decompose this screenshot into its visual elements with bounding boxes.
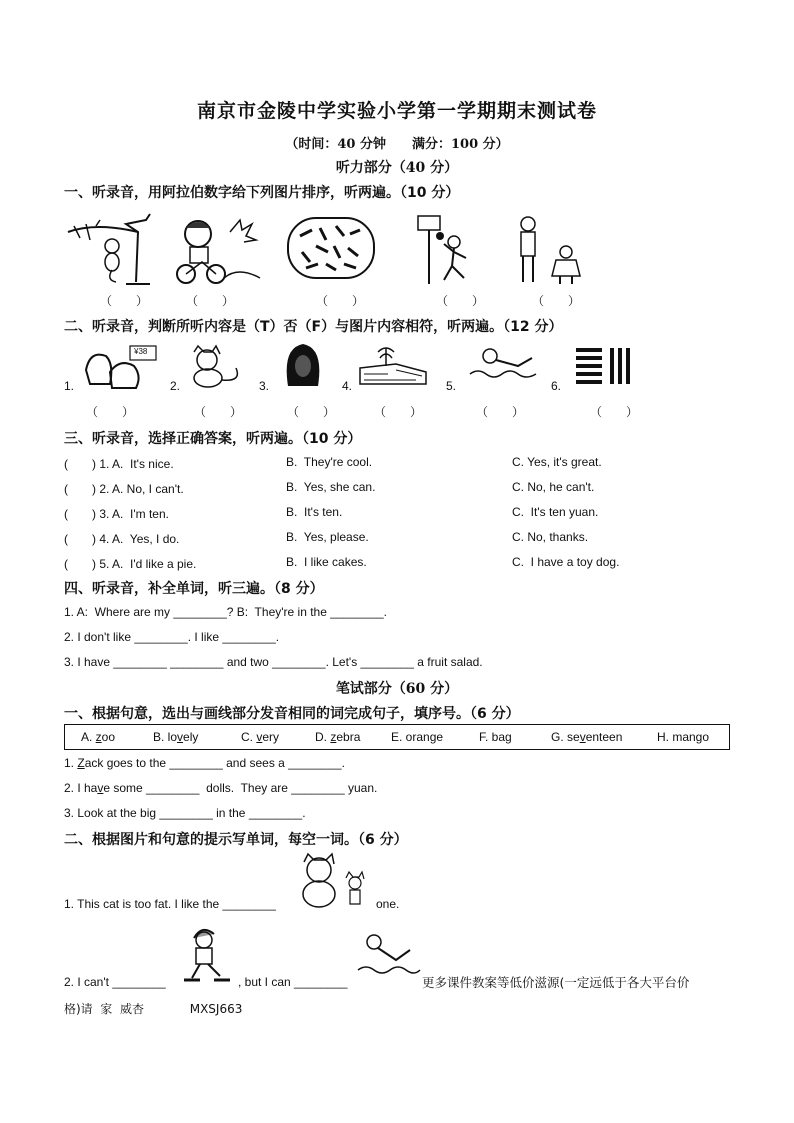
mc-question-1[interactable]: ( ) 1. A. It's nice. [64,457,174,471]
mc-option-c-1: C. Yes, it's great. [512,455,602,469]
listen2-paren-1[interactable]: （ ） [86,405,135,419]
listen1-paren-5[interactable]: （ ） [532,294,581,308]
pencils-bundle-icon [572,344,636,388]
hair-icon [282,342,324,390]
word-f: F. bag [479,730,512,744]
swimmer-icon [466,344,542,382]
listen2-num-3: 3. [259,379,270,393]
listen2-paren-3[interactable]: （ ） [287,405,336,419]
listen2-num-5: 5. [446,379,457,393]
listen-sec4-title: 四、听录音，补全单词，听三遍。（8 分） [64,581,324,597]
mc-option-c-5: C. I have a toy dog. [512,555,620,569]
word-e: E. orange [391,730,444,744]
cat-icon [186,344,246,388]
word-h: H. mango [657,730,710,744]
listen-sec2-title: 二、听录音，判断所听内容是（T）否（F）与图片内容相符，听两遍。（12 分） [64,319,563,335]
sentence-3[interactable]: 3. Look at the big ________ in the ________. [64,806,306,820]
sentence-1[interactable]: 1. Zack goes to the ________ and sees a ________. [64,756,345,770]
listen2-paren-4[interactable]: （ ） [374,405,423,419]
swimmer-icon-2 [356,930,422,982]
mc-option-b-3: B. It's ten. [286,505,343,519]
picture-sentence-1-end: one. [376,897,400,911]
fill-line-2[interactable]: 2. I don't like ________. I like ________. [64,630,280,644]
writing-header: 笔试部分（60 分） [335,681,459,697]
mc-option-c-3: C. It's ten yuan. [512,505,599,519]
ad-text: 更多课件教案等低价滋源(一定远低于各大平台价 [422,975,690,990]
mc-option-b-2: B. Yes, she can. [286,480,376,494]
page-title: 南京市金陵中学实验小学第一学期期末测试卷 [196,100,597,122]
listen2-num-1: 1. [64,379,75,393]
fill-line-1[interactable]: 1. A: Where are my ________? B: They're in the ________. [64,605,387,619]
listen2-paren-2[interactable]: （ ） [194,405,243,419]
word-d: D. zebra [315,730,361,744]
listen-sec1-title: 一、听录音，用阿拉伯数字给下列图片排序，听两遍。（10 分） [64,185,460,201]
sentence-2[interactable]: 2. I have some ________ dolls. They are ________ yuan. [64,781,378,795]
word-bank [64,724,730,750]
mc-question-4[interactable]: ( ) 4. A. Yes, I do. [64,532,180,546]
family-icon [512,214,592,286]
pencils-icon [286,216,376,280]
word-c: C. very [241,730,280,744]
listen1-paren-3[interactable]: （ ） [316,294,365,308]
shoes-icon [80,344,160,392]
price-tag: ¥38 [134,347,148,356]
write-sec2-title: 二、根据图片和句意的提示写单词，每空一词。（6 分） [64,832,408,848]
cats-icon [296,852,370,910]
boy-bike-icon [168,214,264,286]
mc-option-c-4: C. No, thanks. [512,530,589,544]
listen2-paren-5[interactable]: （ ） [476,405,525,419]
skater-icon [176,922,236,988]
listen2-num-4: 4. [342,379,353,393]
listen2-num-6: 6. [551,379,562,393]
listening-header: 听力部分（40 分） [335,160,459,176]
mc-option-c-2: C. No, he can't. [512,480,595,494]
picture-sentence-2[interactable]: 2. I can't ________ [64,975,166,989]
beach-icon [356,344,432,390]
mc-option-b-4: B. Yes, please. [286,530,369,544]
ad-text-2: 格)请 家 威杏 MXSJ663 [64,1002,243,1016]
listen2-num-2: 2. [170,379,181,393]
picture-sentence-1[interactable]: 1. This cat is too fat. I like the ________ [64,897,276,911]
listen-sec3-title: 三、听录音，选择正确答案，听两遍。（10 分） [64,431,362,447]
word-a: A. zoo [81,730,116,744]
mc-option-b-1: B. They're cool. [286,455,373,469]
listen1-paren-1[interactable]: （ ） [100,294,149,308]
listen1-paren-4[interactable]: （ ） [436,294,485,308]
picture-sentence-2-mid[interactable]: , but I can ________ [238,975,348,989]
basketball-icon [410,214,480,286]
listen1-paren-2[interactable]: （ ） [186,294,235,308]
write-sec1-title: 一、根据句意，选出与画线部分发音相同的词完成句子，填序号。（6 分） [64,706,520,722]
fill-line-3[interactable]: 3. I have ________ ________ and two ________. Let's ________ a fruit salad. [64,655,483,669]
mc-question-5[interactable]: ( ) 5. A. I'd like a pie. [64,557,197,571]
mc-question-3[interactable]: ( ) 3. A. I'm ten. [64,507,169,521]
mc-option-b-5: B. I like cakes. [286,555,367,569]
mc-question-2[interactable]: ( ) 2. A. No, I can't. [64,482,184,496]
time-info: （时间：40 分钟 满分：100 分） [285,137,509,152]
listen2-paren-6[interactable]: （ ） [590,405,639,419]
monkey-tree-icon [66,212,152,286]
word-b: B. lovely [153,730,199,744]
word-g: G. seventeen [551,730,623,744]
